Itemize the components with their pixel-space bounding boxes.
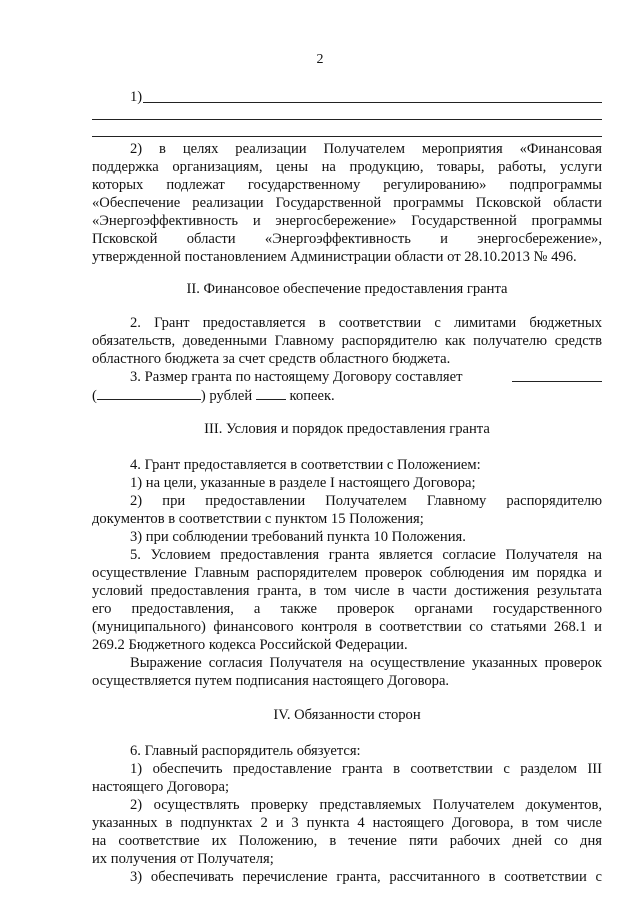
text-line: 1) на цели, указанные в разделе I настоящего Договора; — [130, 475, 476, 491]
text-line: 6. Главный распорядитель обязуется: — [130, 743, 361, 759]
text-line: 2) при предоставлении Получателем Главному распорядителю — [130, 493, 602, 509]
text-line: 2) в целях реализации Получателем мероприятия «Финансовая — [130, 141, 602, 157]
text-line: указанных в подпунктах 2 и 3 пункта 4 настоящего Договора, в том числе — [92, 815, 602, 831]
blank-line — [143, 102, 602, 103]
text-line: Псковской области «Энергоэффективность и энергосбережение», — [92, 231, 602, 247]
text-line: 2) осуществлять проверку представляемых Получателем документов, — [130, 797, 602, 813]
text-line: документов в соответствии с пунктом 15 Положения; — [92, 511, 424, 527]
text-line: 3) обеспечивать перечисление гранта, рассчитанного в соответствии с — [130, 869, 602, 885]
text-line: его предоставления, а также проверок органами государственного — [92, 601, 602, 617]
text-line: Выражение согласия Получателя на осуществление указанных проверок — [130, 655, 602, 671]
text-line: 3) при соблюдении требований пункта 10 Положения. — [130, 529, 466, 545]
section-heading: III. Условия и порядок предоставления гранта — [204, 421, 490, 437]
text-line: поддержка организациям, цены на продукцию, товары, работы, услуги — [92, 159, 602, 175]
page-number: 2 — [316, 52, 324, 67]
blank-line — [92, 119, 602, 120]
text-line: областного бюджета за счет средств областного бюджета. — [92, 351, 451, 367]
text-line: обязательств, доведенными Главному распорядителю как получателю средств — [92, 333, 602, 349]
text-line: условий предоставления гранта, в том числе в части достижения результата — [92, 583, 602, 599]
section-heading: II. Финансовое обеспечение предоставления гранта — [186, 281, 508, 297]
text-line: осуществление Главным распорядителем проверок соблюдения им порядка и — [92, 565, 602, 581]
section-heading: IV. Обязанности сторон — [273, 707, 421, 723]
text-line: 2. Грант предоставляется в соответствии с лимитами бюджетных — [130, 315, 602, 331]
text-line: 4. Грант предоставляется в соответствии с Положением: — [130, 457, 481, 473]
text-line: 269.2 Бюджетного кодекса Российской Федерации. — [92, 637, 408, 653]
item1-label: 1) — [130, 89, 143, 105]
text-line: которых подлежат государственному регулированию» подпрограммы — [92, 177, 602, 193]
text-line: их получения от Получателя; — [92, 851, 274, 867]
text-line: осуществляется путем подписания настоящего Договора. — [92, 673, 450, 689]
text-line: 5. Условием предоставления гранта является согласие Получателя на — [130, 547, 602, 563]
blank-line — [92, 136, 602, 137]
text-line: 3. Размер гранта по настоящему Договору составляет — [130, 369, 463, 385]
text-line: на соответствие их Положению, в течение пяти рабочих дней со дня — [92, 833, 602, 849]
text-line: 1) обеспечить предоставление гранта в соответствии с разделом III — [130, 761, 602, 777]
text-line: ( ) рублей копеек. — [92, 388, 335, 404]
text-line: (муниципального) финансового контроля в соответствии со статьями 268.1 и — [92, 619, 602, 635]
text-line: утвержденной постановлением Администрации области от 28.10.2013 № 496. — [92, 249, 577, 265]
text-line: настоящего Договора; — [92, 779, 230, 795]
text-line: «Обеспечение реализации Государственной программы Псковской области — [92, 195, 602, 211]
blank-field — [512, 381, 602, 382]
text-line: «Энергоэффективность и энергосбережение» Государственной программы — [92, 213, 602, 229]
